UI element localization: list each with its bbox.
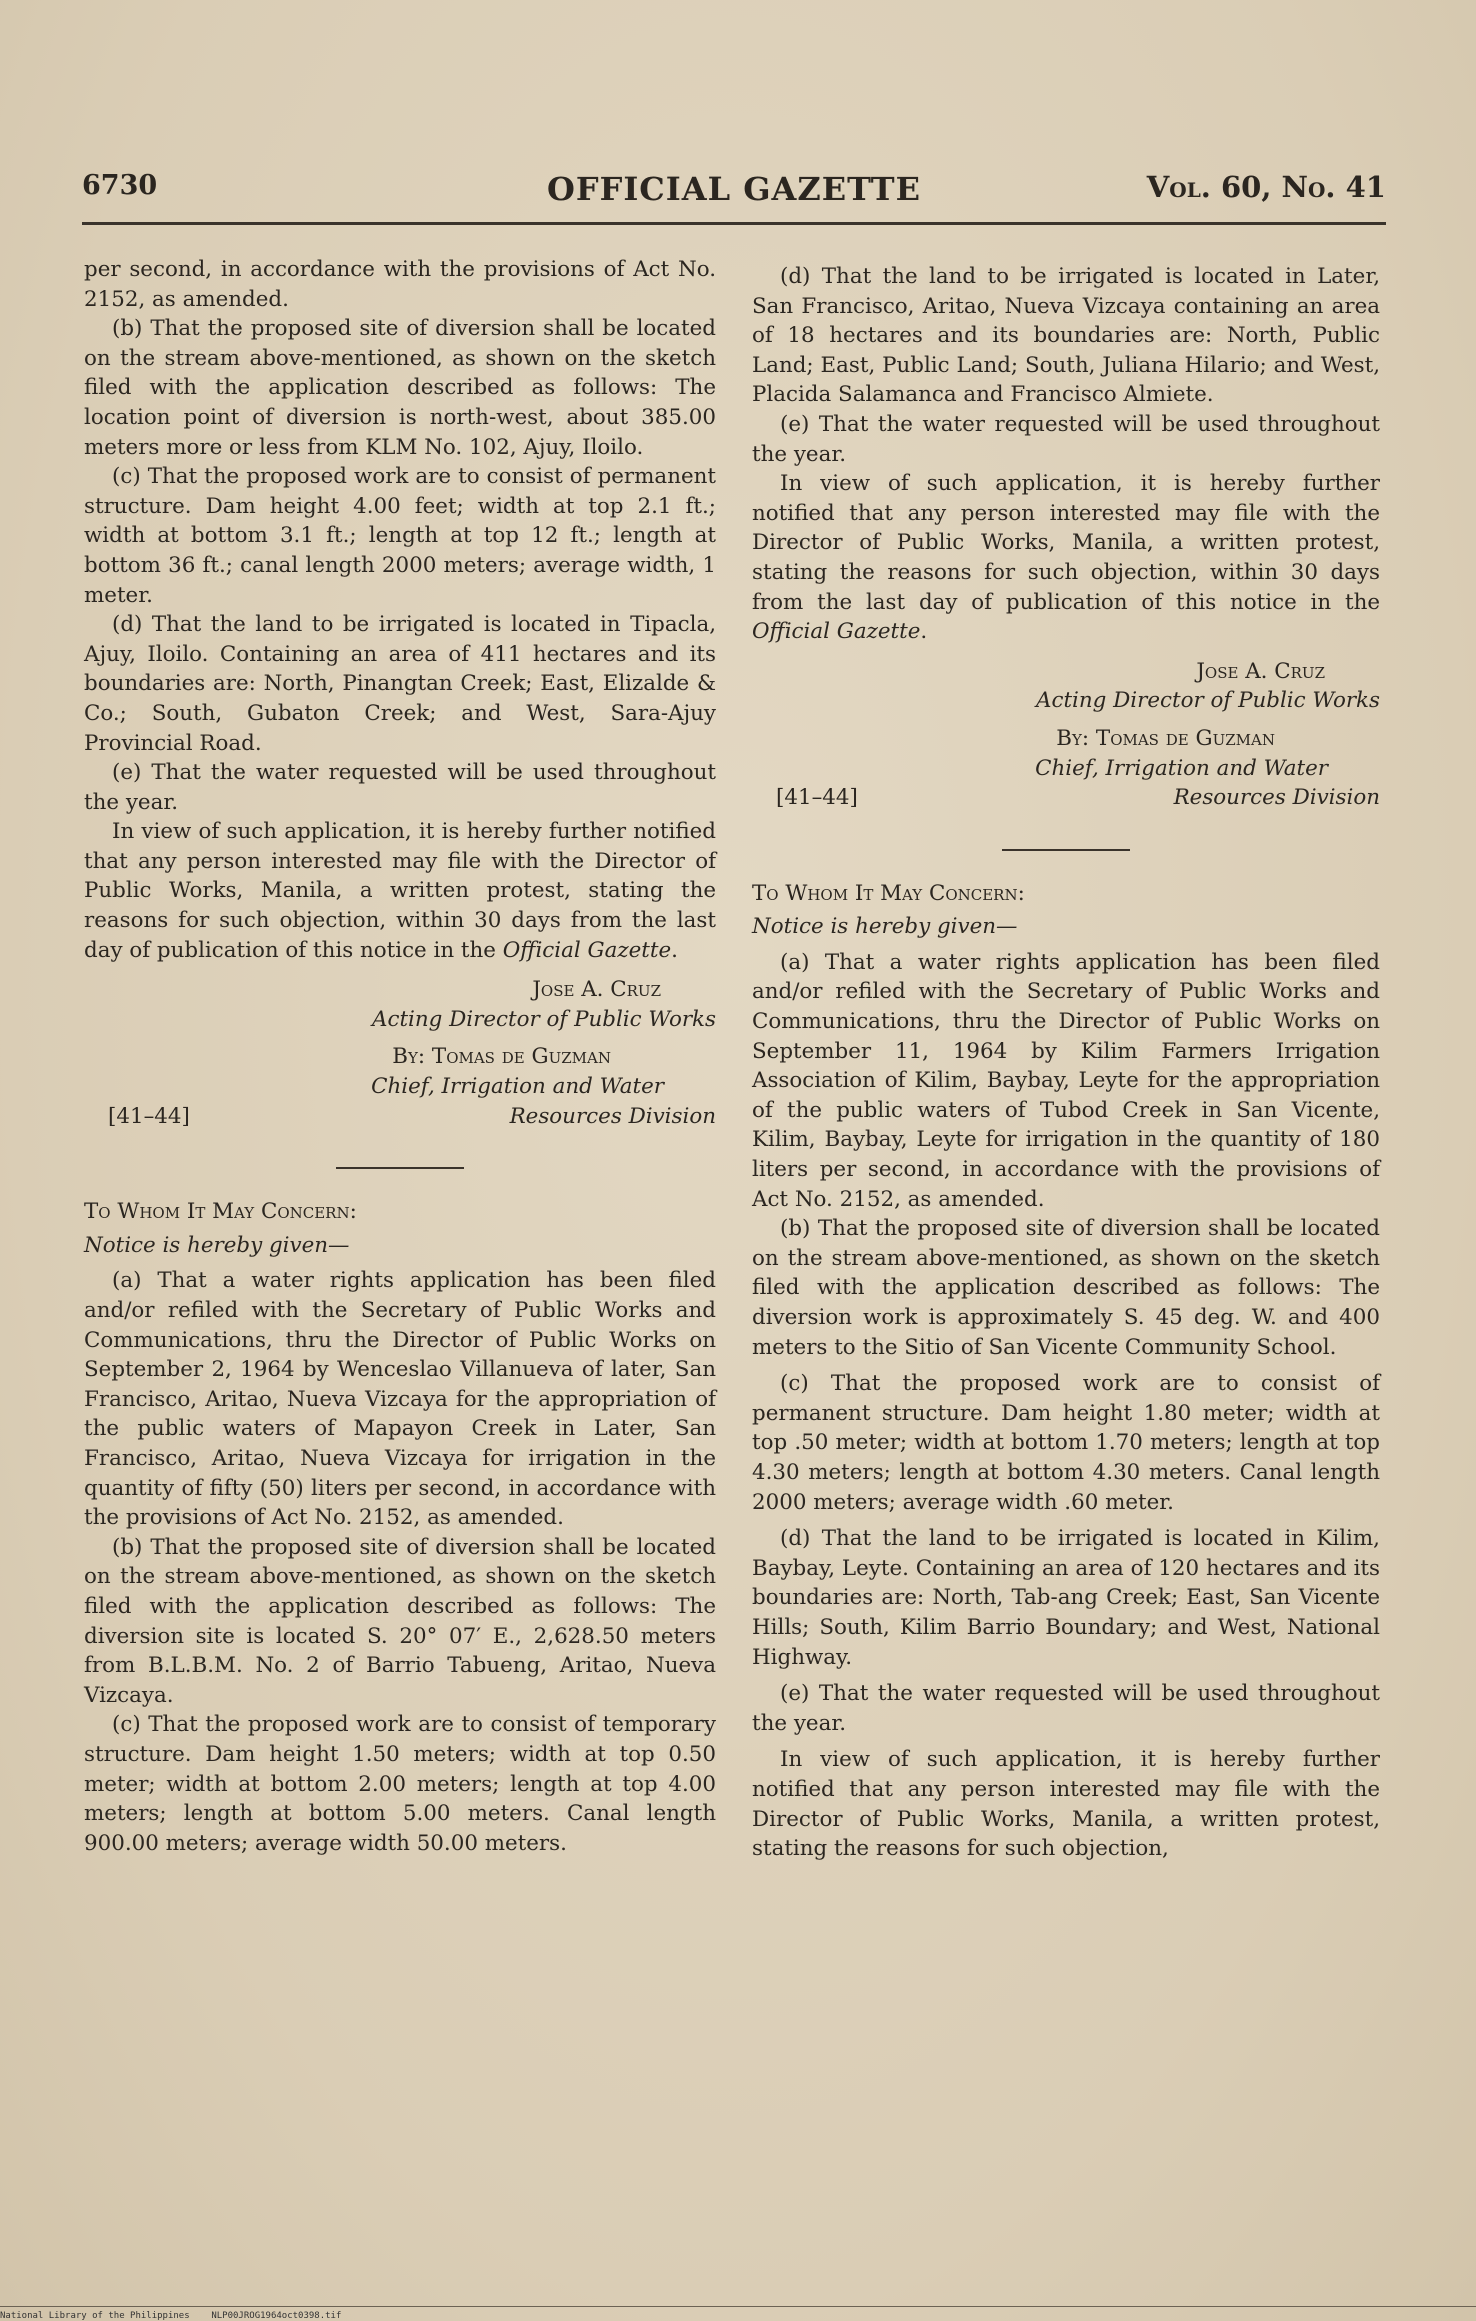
paragraph: (c) That the proposed work are to consist of temporary structure. Dam height 1.50 meters; width at top 0.50 meter; width at bottom 2.00 meters; length at top 4.00 meters; length at bottom 5.00 meters. Canal length 900.00 meters; average width 50.00 meters. bbox=[84, 1712, 716, 1856]
paragraph: (e) That the water requested will be used throughout the year. bbox=[752, 1681, 1380, 1736]
signatory-by: By: Tomas de Guzman bbox=[1056, 725, 1275, 751]
footer-library: National Library of the Philippines bbox=[0, 2311, 190, 2321]
paragraph: (b) That the proposed site of diversion shall be located on the stream above-mentioned, as shown on the sketch filed with the application described as follows: The diversion work is approximately S. 45 deg. W. and 400 meters to the Sitio of San Vicente Community School. bbox=[752, 1216, 1380, 1360]
notice-given: Notice is hereby given— bbox=[84, 1232, 350, 1258]
paragraph-text: In view of such application, it is hereby further notified that any person interested may file with the Director of Public Works, Manila, a written protest, stating the reasons for such objection, within 30 days from the last day of publication of this notice in the bbox=[84, 819, 716, 963]
paragraph: In view of such application, it is hereby further notified that any person interested may file with the Director of Public Works, Manila, a written protest, stating the reasons for such objection, bbox=[752, 1747, 1380, 1862]
paragraph: (b) That the proposed site of diversion shall be located on the stream above-mentioned, as shown on the sketch filed with the application described as follows: The diversion site is located S. 20° 07′ E., 2,628.50 meters from B.L.B.M. No. 2 of Barrio Tabueng, Aritao, Nueva Vizcaya. bbox=[84, 1534, 716, 1708]
paragraph-end: . bbox=[671, 937, 678, 963]
signatory-division: Resources Division bbox=[1173, 785, 1380, 811]
signatory-by: By: Tomas de Guzman bbox=[392, 1044, 611, 1070]
scan-footer bbox=[0, 2311, 341, 2321]
left-column bbox=[84, 255, 716, 1858]
signatory-footer bbox=[84, 1102, 716, 1132]
paragraph: (d) That the land to be irrigated is located in Later, San Francisco, Aritao, Nueva Vizcaya containing an area of 18 hectares and its boundaries are: North, Public Land; East, Public Land; South, Juliana Hilario; and West, Placida Salamanca and Francisco Almiete. bbox=[752, 264, 1380, 408]
notice-reference: [41–44] bbox=[108, 1103, 190, 1129]
signatory-title: Acting Director of Public Works bbox=[1036, 688, 1380, 714]
footer-file: NLP00JROG1964oct0398.tif bbox=[211, 2311, 342, 2321]
paragraph: per second, in accordance with the provisions of Act No. 2152, as amended. bbox=[84, 257, 716, 312]
separator bbox=[336, 1167, 464, 1169]
notice-given: Notice is hereby given— bbox=[752, 914, 1018, 940]
paragraph: (d) That the land to be irrigated is located in Kilim, Baybay, Leyte. Containing an area of 120 hectares and its boundaries are: North, Tab-ang Creek; East, San Vicente Hills; South, Kilim Barrio Boundary; and West, National Highway. bbox=[752, 1526, 1380, 1670]
signatory-division: Resources Division bbox=[509, 1103, 716, 1129]
page-number: 6730 bbox=[82, 170, 158, 201]
right-column bbox=[752, 262, 1380, 1864]
notice-heading: To Whom It May Concern: bbox=[84, 1199, 357, 1225]
paragraph: (c) That the proposed work are to consist of permanent structure. Dam height 1.80 meter; width at top .50 meter; width at bottom 1.70 meters; length at top 4.30 meters; length at bottom 4.30 meters. Canal length 2000 meters; average width .60 meter. bbox=[752, 1371, 1380, 1515]
footer-rule bbox=[0, 2306, 1476, 2307]
paragraph: (e) That the water requested will be used throughout the year. bbox=[752, 411, 1380, 467]
paragraph: (e) That the water requested will be used throughout the year. bbox=[84, 760, 716, 815]
header-rule bbox=[82, 222, 1386, 225]
signatory-name: Jose A. Cruz bbox=[532, 977, 661, 1003]
signatory-footer bbox=[752, 783, 1380, 813]
publication-title: OFFICIAL GAZETTE bbox=[547, 170, 921, 208]
gazette-name: Official Gazette bbox=[502, 937, 672, 963]
paragraph: (a) That a water rights application has been filed and/or refiled with the Secretary of Public Works and Communications, thru the Director of Public Works on September 11, 1964 by Kilim Farmers Irrigation Association of Kilim, Baybay, Leyte for the appropriation of the public waters of Tubod Creek in San Vicente, Kilim, Baybay, Leyte for irrigation in the quantity of 180 liters per second, in accordance with the provisions of Act No. 2152, as amended. bbox=[752, 949, 1380, 1212]
notice-reference: [41–44] bbox=[776, 785, 858, 811]
paragraph: (c) That the proposed work are to consist of permanent structure. Dam height 4.00 feet; width at top 2.1 ft.; width at bottom 3.1 ft.; length at top 12 ft.; length at bottom 36 ft.; canal length 2000 meters; average width, 1 meter. bbox=[84, 464, 716, 608]
signatory-chief: Chief, Irrigation and Water bbox=[1035, 755, 1328, 781]
paragraph-text: In view of such application, it is hereby further notified that any person interested may file with the Director of Public Works, Manila, a written protest, stating the reasons for such objection, within 30 days from the last day of publication of this notice in the bbox=[752, 471, 1380, 615]
separator bbox=[1002, 849, 1130, 851]
signatory-chief: Chief, Irrigation and Water bbox=[371, 1074, 664, 1100]
signatory-name: Jose A. Cruz bbox=[1196, 658, 1325, 684]
gazette-name: Official Gazette bbox=[752, 619, 921, 645]
paragraph: (a) That a water rights application has been filed and/or refiled with the Secretary of Public Works and Communications, thru the Director of Public Works on September 2, 1964 by Wenceslao Villanueva of later, San Francisco, Aritao, Nueva Vizcaya for the appropriation of the public waters of Mapayon Creek in Later, San Francisco, Aritao, Nueva Vizcaya for irrigation in the quantity of fifty (50) liters per second, in accordance with the provisions of Act No. 2152, as amended. bbox=[84, 1268, 716, 1531]
notice-heading: To Whom It May Concern: bbox=[752, 880, 1025, 906]
paragraph bbox=[84, 817, 716, 965]
paragraph-end: . bbox=[920, 619, 928, 645]
paragraph: (b) That the proposed site of diversion shall be located on the stream above-mentioned, as shown on the sketch filed with the application described as follows: The location point of diversion is north-west, about 385.00 meters more or less from KLM No. 102, Ajuy, Iloilo. bbox=[84, 316, 716, 460]
paragraph bbox=[752, 469, 1380, 647]
page-header bbox=[82, 170, 1386, 220]
signatory-title: Acting Director of Public Works bbox=[372, 1006, 716, 1032]
paragraph: (d) That the land to be irrigated is located in Tipacla, Ajuy, Iloilo. Containing an area of 411 hectares and its boundaries are: North, Pinangtan Creek; East, Elizalde & Co.; South, Gubaton Creek; and West, Sara-Ajuy Provincial Road. bbox=[84, 612, 716, 756]
volume-number: Vol. 60, No. 41 bbox=[1146, 170, 1386, 204]
